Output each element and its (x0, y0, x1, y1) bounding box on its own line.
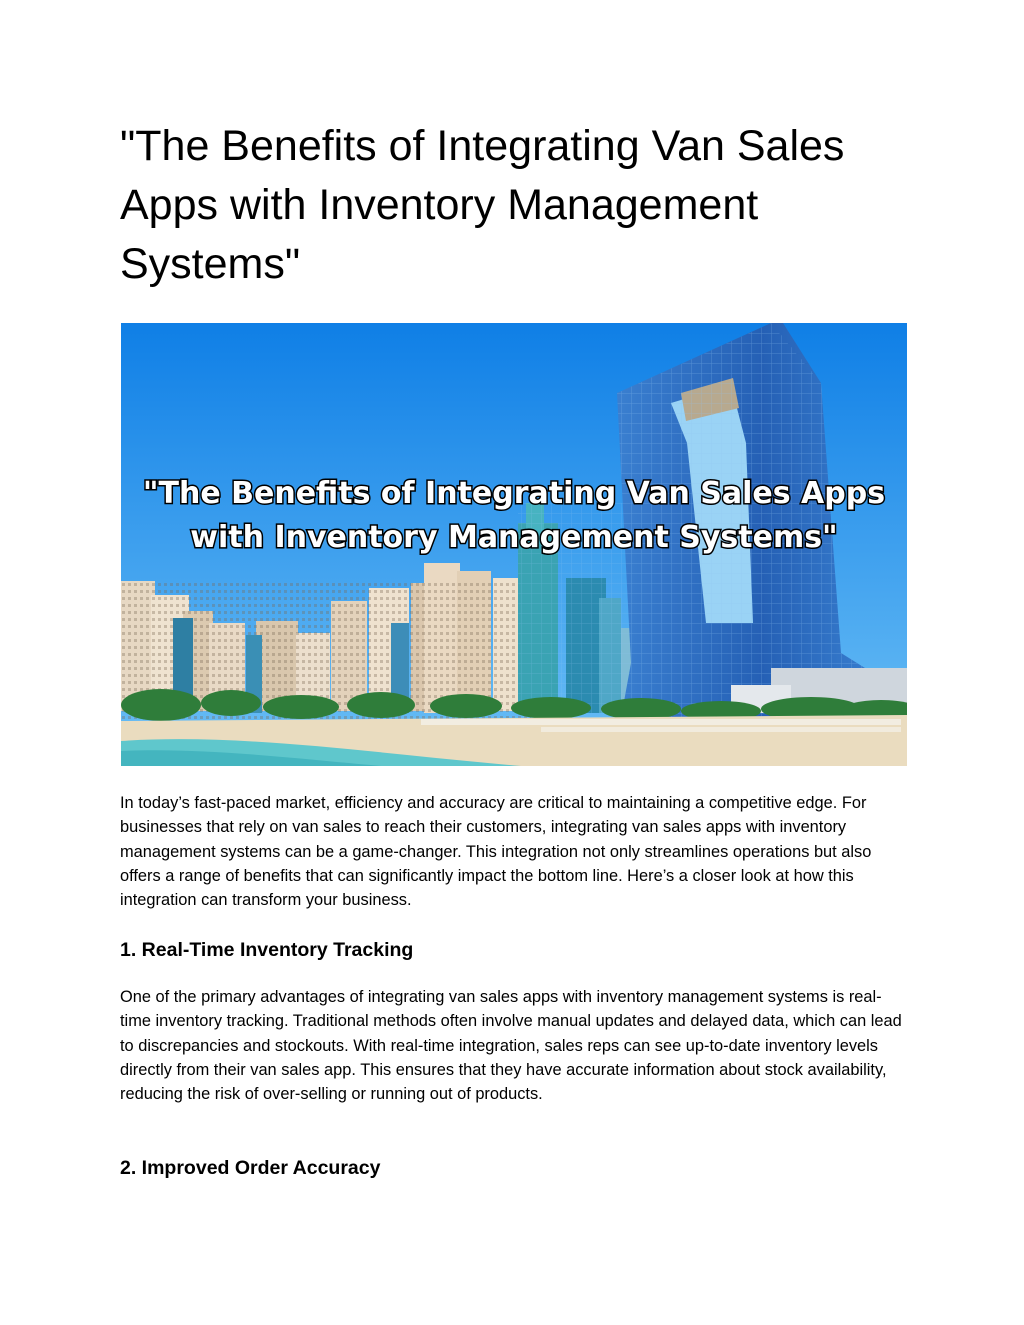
hero-cityscape-illustration (121, 323, 907, 766)
hero-image (121, 323, 907, 766)
section-heading-order-accuracy: 2. Improved Order Accuracy (120, 1157, 381, 1179)
section-body-real-time-tracking: One of the primary advantages of integrating van sales apps with inventory management systems is real-time inventory tracking. Traditional methods often involve manual updates and delayed data, which can lead to discrepancies and stockouts. With real-time integration, sales reps can see up-to-date inventory levels directly from their van sales app. This ensures that they have accurate information about stock availability, reducing the risk of over-selling or running out of products. (120, 988, 902, 1104)
hero-overlay-line-1: "The Benefits of Integrating Van Sales Apps (142, 476, 886, 511)
hero-overlay-line-2: with Inventory Management Systems" (190, 520, 838, 555)
section-heading-real-time-tracking: 1. Real-Time Inventory Tracking (120, 939, 414, 961)
intro-paragraph: In today’s fast-paced market, efficiency and accuracy are critical to maintaining a competitive edge. For businesses that rely on van sales to reach their customers, integrating van sales apps with inventory management systems can be a game-changer. This integration not only streamlines operations but also offers a range of benefits that can significantly impact the bottom line. Here’s a closer look at how this integration can transform your business. (120, 794, 872, 910)
document-title: "The Benefits of Integrating Van Sales Apps with Inventory Management Systems" (120, 122, 845, 288)
